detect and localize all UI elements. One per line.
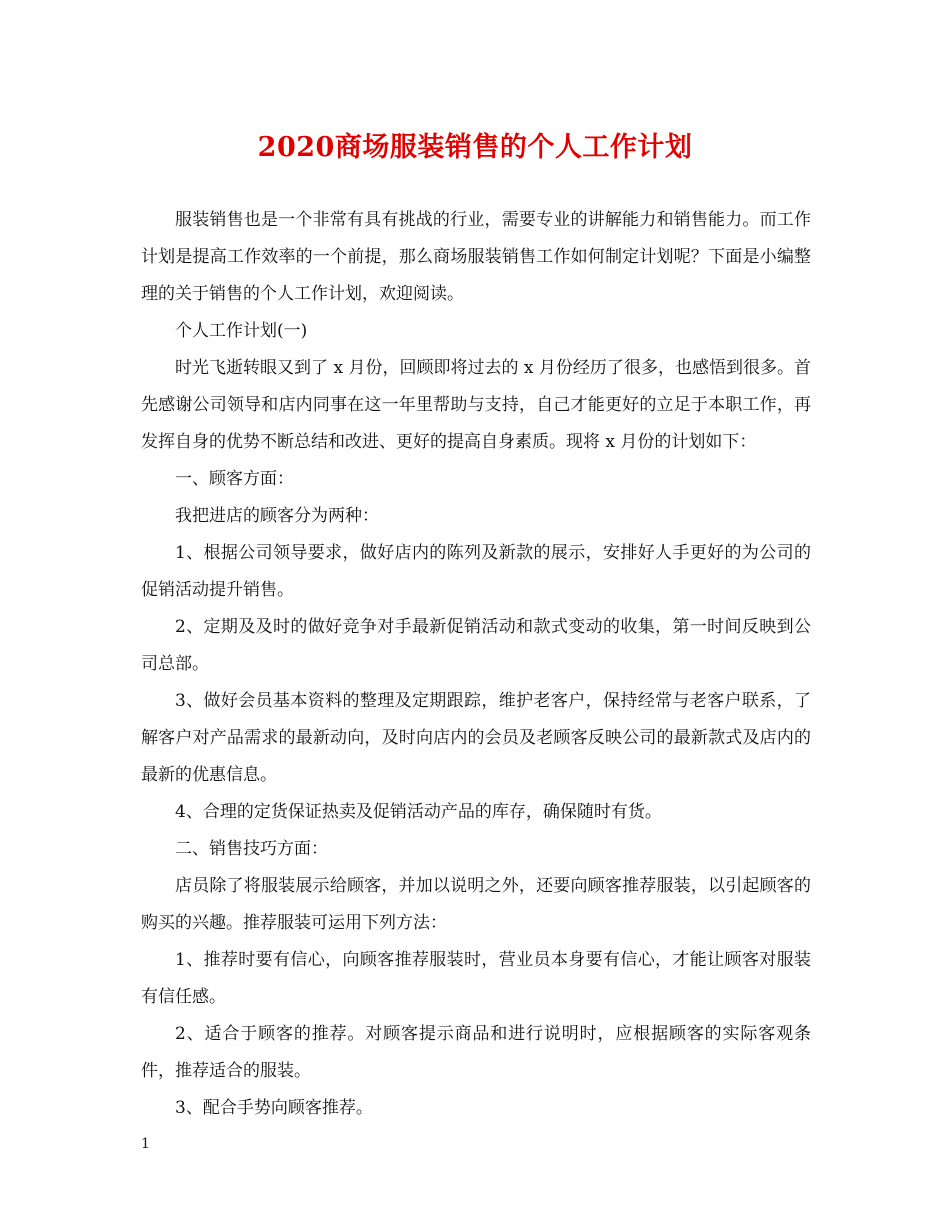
list-item: 3、配合手势向顾客推荐。: [175, 1098, 373, 1118]
section-heading-sales-skills: 二、销售技巧方面：: [175, 839, 328, 859]
list-item: 1、根据公司领导要求，做好店内的陈列及新款的展示，安排好人手更好的为公司的促销活动提升销售。: [141, 543, 811, 600]
paragraph-review: 时光飞逝转眼又到了 x 月份，回顾即将过去的 x 月份经历了很多，也感悟到很多。首先感谢公司领导和店内同事在这一年里帮助与支持，自己才能更好的立足于本职工作，再发挥自身的优势不断总结和改进、更好的提高自身素质。现将 x 月份的计划如下：: [141, 358, 811, 452]
page-number: 1: [141, 1136, 150, 1152]
document-title: 2020商场服装销售的个人工作计划: [257, 132, 693, 163]
list-item: 4、合理的定货保证热卖及促销活动产品的库存，确保随时有货。: [175, 802, 662, 822]
paragraph-intro: 服装销售也是一个非常有具有挑战的行业，需要专业的讲解能力和销售能力。而工作计划是提高工作效率的一个前提，那么商场服装销售工作如何制定计划呢？下面是小编整理的关于销售的个人工作计划，欢迎阅读。: [141, 210, 811, 304]
list-item: 2、适合于顾客的推荐。对顾客提示商品和进行说明时，应根据顾客的实际客观条件，推荐适合的服装。: [141, 1024, 811, 1081]
document-body: [141, 202, 811, 1127]
list-item: 3、做好会员基本资料的整理及定期跟踪，维护老客户，保持经常与老客户联系，了解客户对产品需求的最新动向，及时向店内的会员及老顾客反映公司的最新款式及店内的最新的优惠信息。: [141, 691, 811, 785]
list-item: 1、推荐时要有信心，向顾客推荐服装时，营业员本身要有信心，才能让顾客对服装有信任感。: [141, 950, 811, 1007]
list-item: 2、定期及及时的做好竞争对手最新促销活动和款式变动的收集，第一时间反映到公司总部。: [141, 617, 811, 674]
section-heading-customers: 一、顾客方面：: [175, 469, 294, 489]
paragraph-recommendation: 店员除了将服装展示给顾客，并加以说明之外，还要向顾客推荐服装，以引起顾客的购买的兴趣。推荐服装可运用下列方法：: [141, 876, 811, 933]
paragraph-customer-types: 我把进店的顾客分为两种：: [175, 506, 379, 526]
section-heading-plan-one: 个人工作计划(一): [175, 321, 308, 341]
